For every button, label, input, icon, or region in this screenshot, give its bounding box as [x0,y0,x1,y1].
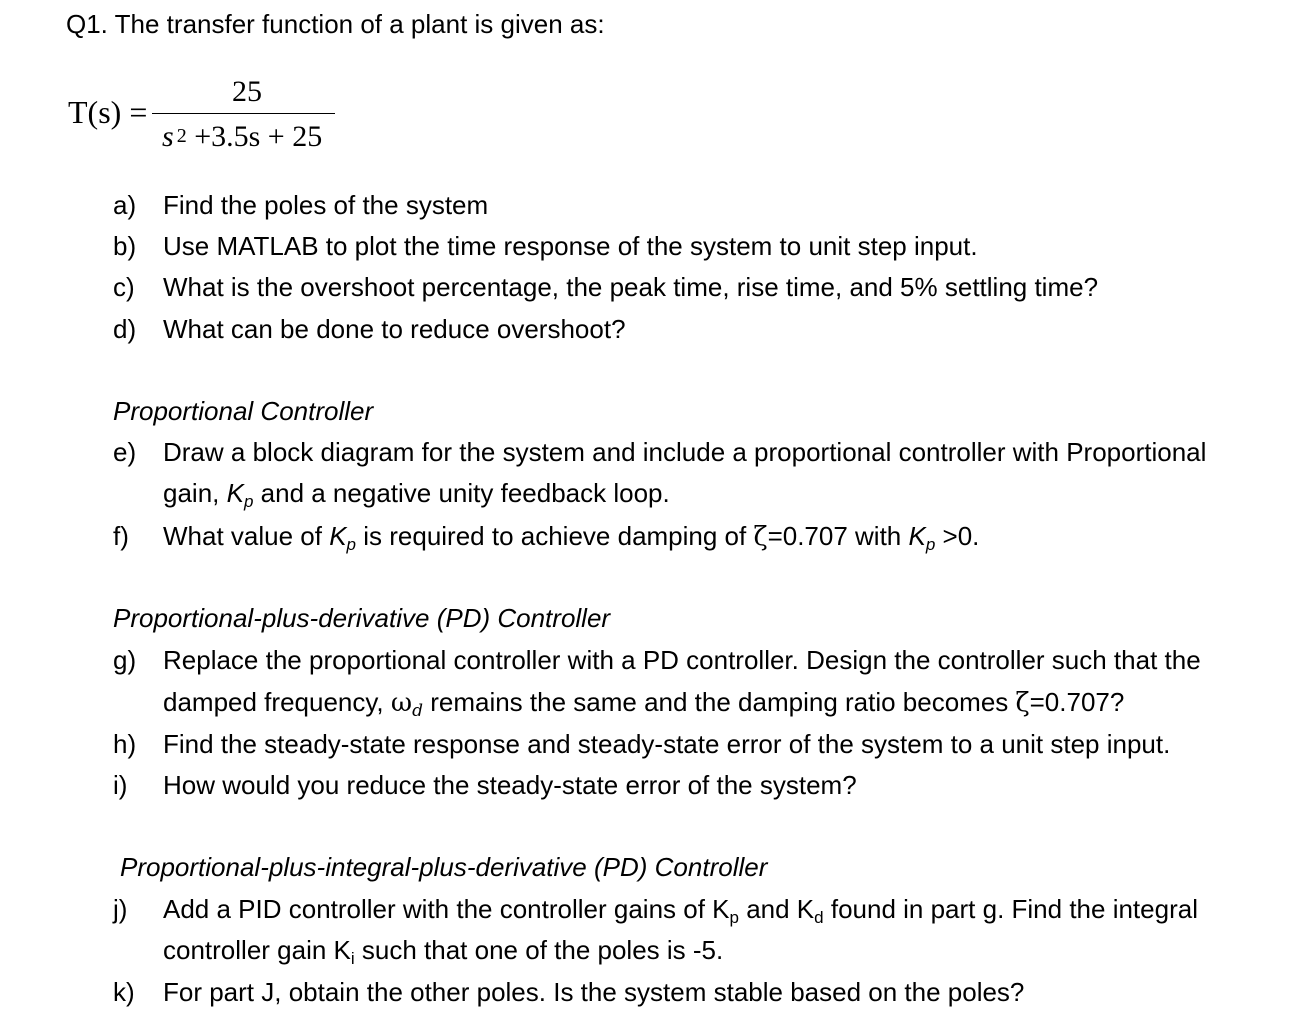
ki-subscript: i [350,949,355,968]
kp-subscript: p [243,492,254,511]
formula-denominator [162,120,322,154]
list-item-h: Find the steady-state response and steady-state error of the system to a unit step input. [163,729,1171,759]
kp-var: K [329,521,347,551]
text-span: Add a PID controller with the controller gains of K [163,894,730,924]
fraction-bar [152,113,335,114]
question-title: Q1. The transfer function of a plant is given as: [66,9,605,39]
list-label-h: h) [113,729,137,759]
kp-symbol [908,521,936,554]
list-item-e-line2 [163,478,670,509]
kp-var: K [908,521,926,551]
kp-subscript: p [925,535,936,554]
formula-numerator: 25 [232,75,262,108]
text-span: =0.707? [1029,687,1125,717]
text-span: =0.707 with [767,521,909,551]
kp-symbol [226,478,254,511]
denominator-exponent: 2 [176,125,187,147]
list-label-c: c) [113,272,135,302]
list-label-f: f) [113,521,129,551]
kp-subscript: p [729,908,739,927]
kp-var: K [226,478,244,508]
list-item-k: For part J, obtain the other poles. Is the system stable based on the poles? [163,977,1025,1007]
list-label-d: d) [113,314,137,344]
list-label-k: k) [113,977,135,1007]
kd-subscript: d [814,908,824,927]
list-item-j-line2 [163,935,723,966]
list-item-c: What is the overshoot percentage, the peak time, rise time, and 5% settling time? [163,272,1099,302]
list-item-j-line1 [163,894,1198,925]
text-span: and a negative unity feedback loop. [253,478,670,508]
list-label-g: g) [113,645,137,675]
list-label-j: j) [113,894,128,924]
text-span: damped frequency, [163,687,391,717]
text-span: >0. [935,521,980,551]
section-heading-proportional: Proportional Controller [113,396,374,426]
list-item-f [163,521,979,553]
formula-lhs: T(s) = [68,94,148,130]
text-span: What value of [163,521,330,551]
list-item-g-line1: Replace the proportional controller with a PD controller. Design the controller such that the [163,645,1201,675]
kp-subscript: p [346,535,357,554]
list-item-i: How would you reduce the steady-state error of the system? [163,770,857,800]
text-span: is required to achieve damping of [356,521,754,551]
denominator-variable: s [162,120,174,153]
list-item-g-line2 [163,687,1124,719]
denominator-rest: +3.5s + 25 [194,120,323,153]
text-span: and K [738,894,815,924]
section-heading-pid: Proportional-plus-integral-plus-derivative (PD) Controller [120,852,768,882]
transfer-function-formula [62,75,362,165]
text-span: controller gain K [163,935,351,965]
text-span: found in part g. Find the integral [823,894,1198,924]
text-span: such that one of the poles is -5. [354,935,724,965]
kp-symbol [329,521,357,554]
text-span: gain, [163,478,227,508]
omega-var: ω [390,688,413,718]
list-label-a: a) [113,190,137,220]
list-item-a: Find the poles of the system [163,190,489,220]
omega-subscript: d [412,701,423,721]
text-span: remains the same and the damping ratio becomes [422,687,1016,717]
list-item-b: Use MATLAB to plot the time response of the system to unit step input. [163,231,978,261]
zeta-symbol: ζ [1015,688,1030,718]
list-item-d: What can be done to reduce overshoot? [163,314,626,344]
omega-d-symbol [390,688,423,721]
list-label-i: i) [113,770,128,800]
section-heading-pd: Proportional-plus-derivative (PD) Controller [113,603,611,633]
list-label-b: b) [113,231,137,261]
list-item-e-line1: Draw a block diagram for the system and include a proportional controller with Proportional [163,437,1207,467]
zeta-symbol: ζ [753,522,768,552]
list-label-e: e) [113,437,137,467]
